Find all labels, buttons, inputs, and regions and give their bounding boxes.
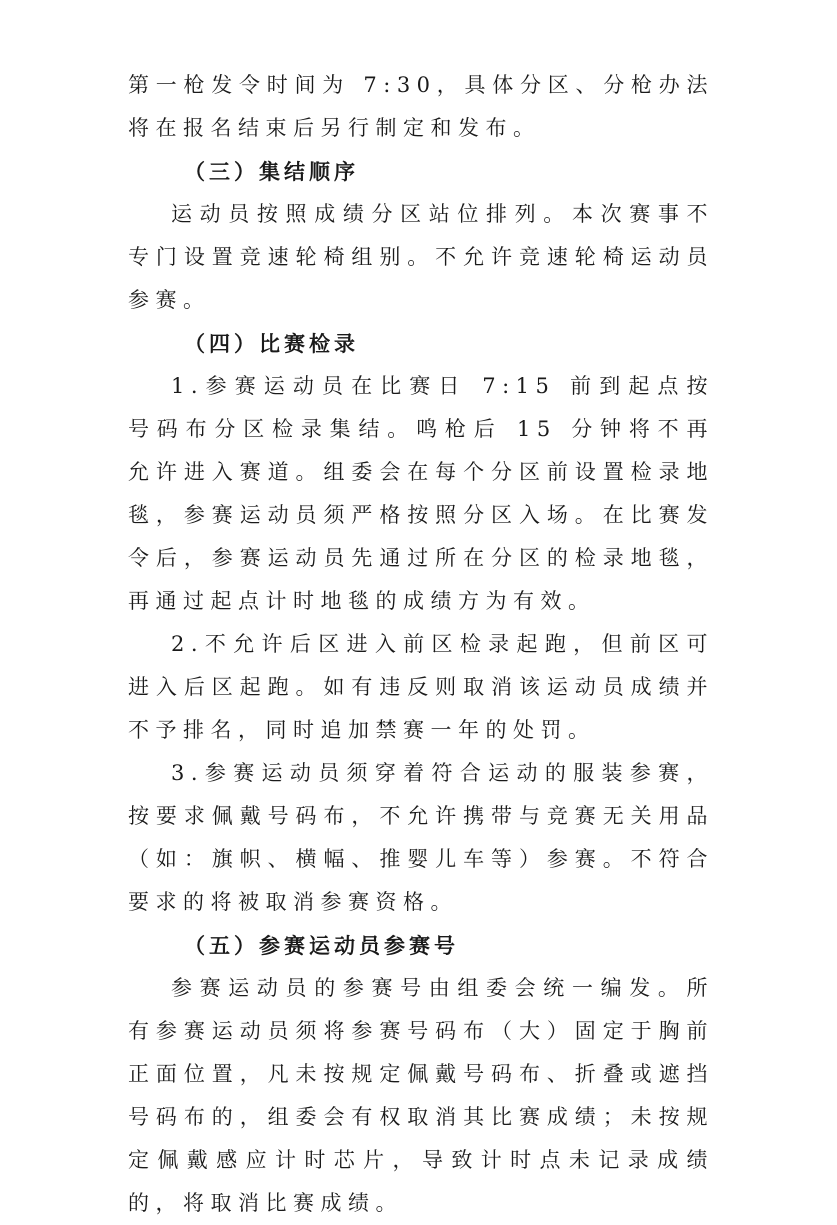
heading-bib-number: （五）参赛运动员参赛号 bbox=[184, 933, 459, 958]
paragraph-assembly-order: 运动员按照成绩分区站位排列。本次赛事不专门设置竞速轮椅组别。不允许竞速轮椅运动员参赛。 bbox=[128, 202, 714, 312]
paragraph-check-in-1: 1.参赛运动员在比赛日 7:15 前到起点按号码布分区检录集结。鸣枪后 15 分钟将不再允许进入赛道。组委会在每个分区前设置检录地毯，参赛运动员须严格按照分区入场。在比赛发令后，参赛运动员先通过所在分区的检录地毯，再通过起点计时地毯的成绩方为有效。 bbox=[128, 374, 714, 613]
paragraph-bib-number: 参赛运动员的参赛号由组委会统一编发。所有参赛运动员须将参赛号码布（大）固定于胸前正面位置，凡未按规定佩戴号码布、折叠或遮挡号码布的，组委会有权取消其比赛成绩；未按规定佩戴感应计时芯片，导致计时点未记录成绩的，将取消比赛成绩。 bbox=[128, 976, 714, 1215]
paragraph-check-in-3: 3.参赛运动员须穿着符合运动的服装参赛，按要求佩戴号码布，不允许携带与竞赛无关用品（如：旗帜、横幅、推婴儿车等）参赛。不符合要求的将被取消参赛资格。 bbox=[128, 761, 714, 914]
heading-check-in: （四）比赛检录 bbox=[184, 331, 359, 356]
document-page bbox=[128, 64, 714, 1225]
heading-assembly-order: （三）集结顺序 bbox=[184, 159, 359, 184]
paragraph-check-in-2: 2.不允许后区进入前区检录起跑，但前区可进入后区起跑。如有违反则取消该运动员成绩并不予排名，同时追加禁赛一年的处罚。 bbox=[128, 632, 714, 742]
paragraph-start-time: 第一枪发令时间为 7:30，具体分区、分枪办法将在报名结束后另行制定和发布。 bbox=[128, 73, 714, 140]
